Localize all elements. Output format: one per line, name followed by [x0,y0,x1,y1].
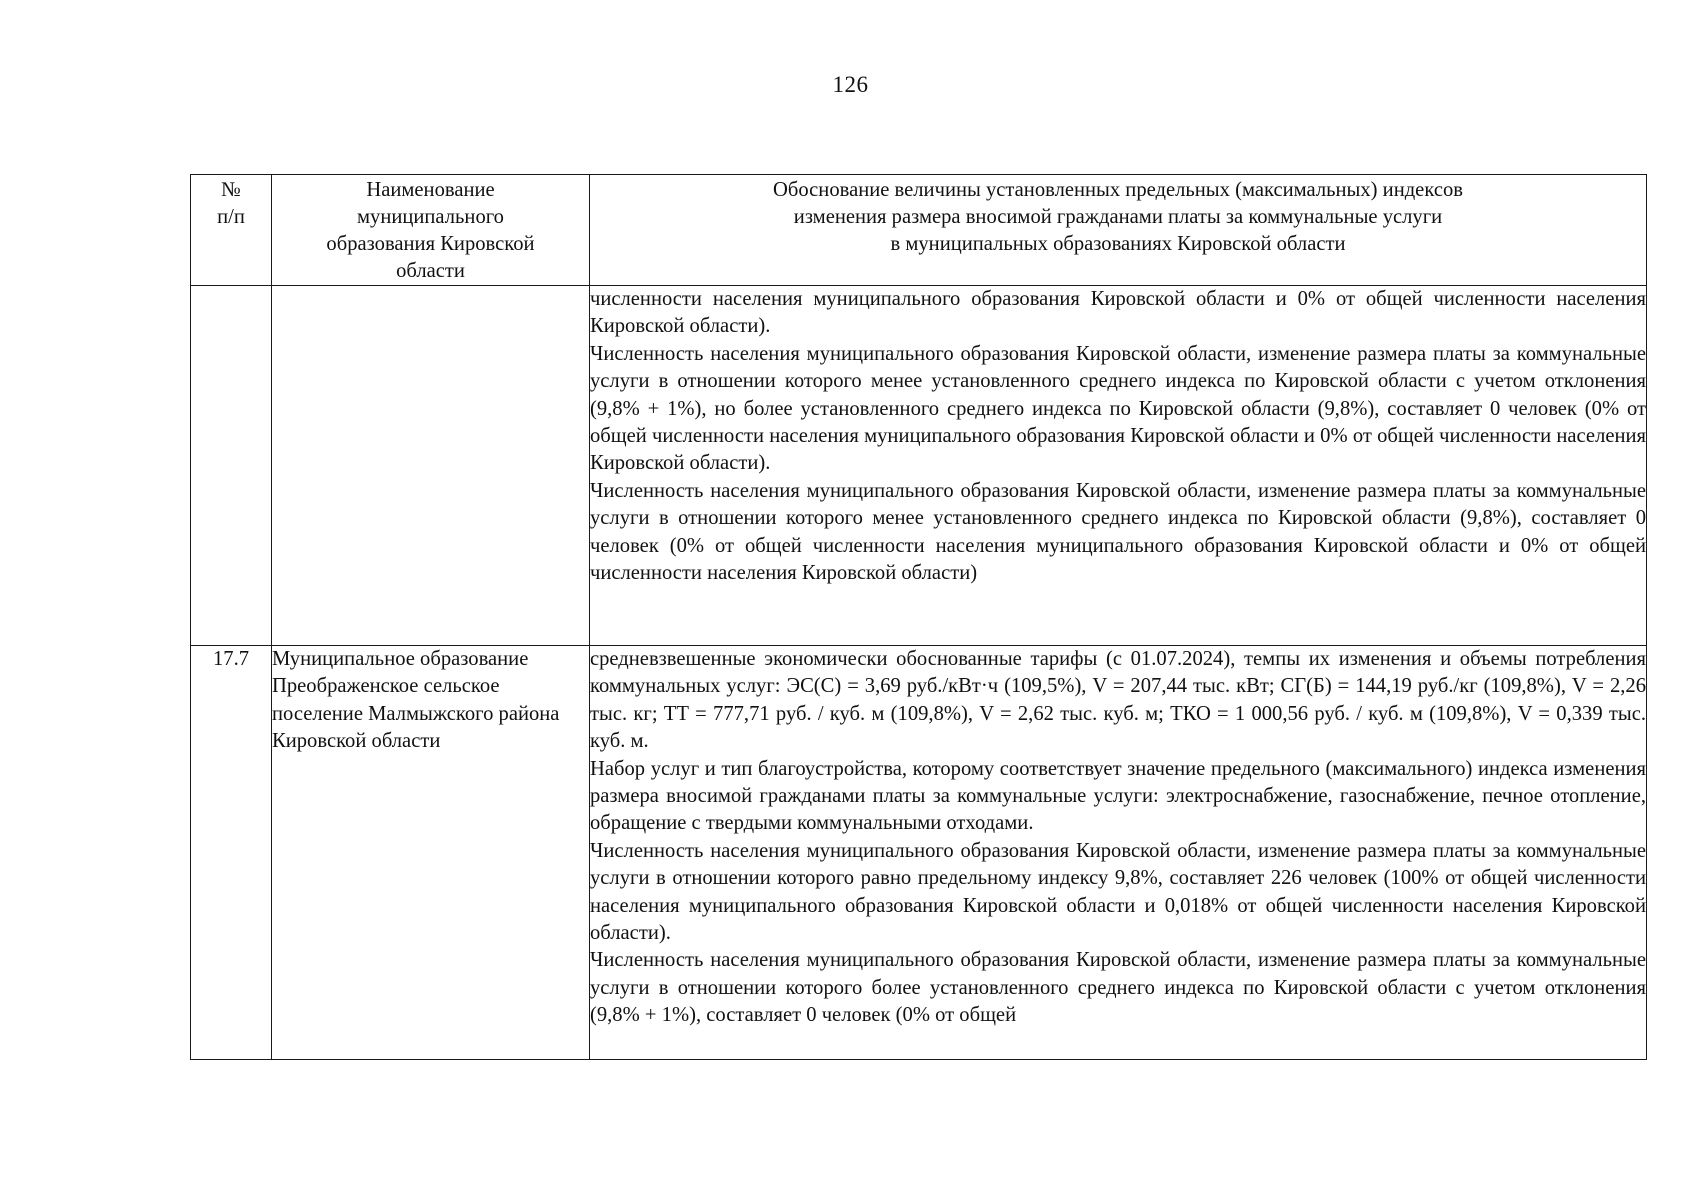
header-number [191,175,272,286]
header-justification-line: в муниципальных образованиях Кировской области [890,233,1346,255]
header-name-line: образования Кировской [326,233,535,255]
table-header-row [191,175,1647,286]
page-number: 126 [832,72,869,97]
municipal-index-table [190,174,1647,1060]
row-justification-cell [590,646,1647,1060]
header-name-line: Наименование [366,179,495,201]
justification-paragraph: Численность населения муниципального образования Кировской области, изменение размера платы за коммунальные услуги в отношении которого менее установленного среднего индекса по Кировской области с учетом отклонения (9,8% + 1%), но более установленного среднего индекса по Кировской области (9,8%), составляет 0 человек (0% от общей численности населения муниципального образования Кировской области и 0% от общей численности населения Кировской области). [590,342,1646,475]
header-number-line: п/п [217,206,245,228]
header-municipality-name [272,175,590,286]
header-name-line: муниципального [357,206,504,228]
justification-paragraph: численности населения муниципального образования Кировской области и 0% от общей численности населения Кировской области). [590,288,1646,338]
justification-paragraph: Численность населения муниципального образования Кировской области, изменение размера платы за коммунальные услуги в отношении которого равно предельному индексу 9,8%, составляет 226 человек (100% от общей численности населения муниципального образования Кировской области и 0,018% от общей численности населения Кировской области). [590,839,1646,945]
row-municipality-cell: Муниципальное образование Преображенское сельское поселение Малмыжского района Кировской области [272,646,590,1060]
justification-paragraph: Набор услуг и тип благоустройства, которому соответствует значение предельного (максимального) индекса изменения размера вносимой гражданами платы за коммунальные услуги: электроснабжение, газоснабжение, печное отопление, обращение с твердыми коммунальными отходами. [590,757,1646,835]
header-justification-line: Обоснование величины установленных предельных (максимальных) индексов [773,179,1463,201]
header-justification [590,175,1647,286]
justification-paragraph: Численность населения муниципального образования Кировской области, изменение размера платы за коммунальные услуги в отношении которого менее установленного среднего индекса по Кировской области (9,8%), составляет 0 человек (0% от общей численности населения муниципального образования Кировской области и 0% от общей численности населения Кировской области) [590,479,1646,585]
header-number-line: № [221,179,241,201]
header-name-line: области [396,260,465,282]
table-row [191,286,1647,646]
header-justification-line: изменения размера вносимой гражданами платы за коммунальные услуги [793,206,1443,228]
row-number-cell: 17.7 [191,646,272,1060]
justification-paragraph: Численность населения муниципального образования Кировской области, изменение размера платы за коммунальные услуги в отношении которого более установленного среднего индекса по Кировской области с учетом отклонения (9,8% + 1%), составляет 0 человек (0% от общей [590,949,1646,1027]
row-number-cell [191,286,272,646]
row-justification-cell [590,286,1647,646]
table-row [191,646,1647,1060]
justification-paragraph: средневзвешенные экономически обоснованные тарифы (с 01.07.2024), темпы их изменения и объемы потребления коммунальных услуг: ЭС(С) = 3,69 руб./кВт·ч (109,5%), V = 207,44 тыс. кВт; СГ(Б) = 144,19 руб./кг (109,8%), V = 2,26 тыс. кг; ТТ = 777,71 руб. / куб. м (109,8%), V = 2,62 тыс. куб. м; ТКО = 1 000,56 руб. / куб. м (109,8%), V = 0,339 тыс. куб. м. [590,648,1646,753]
row-municipality-cell [272,286,590,646]
